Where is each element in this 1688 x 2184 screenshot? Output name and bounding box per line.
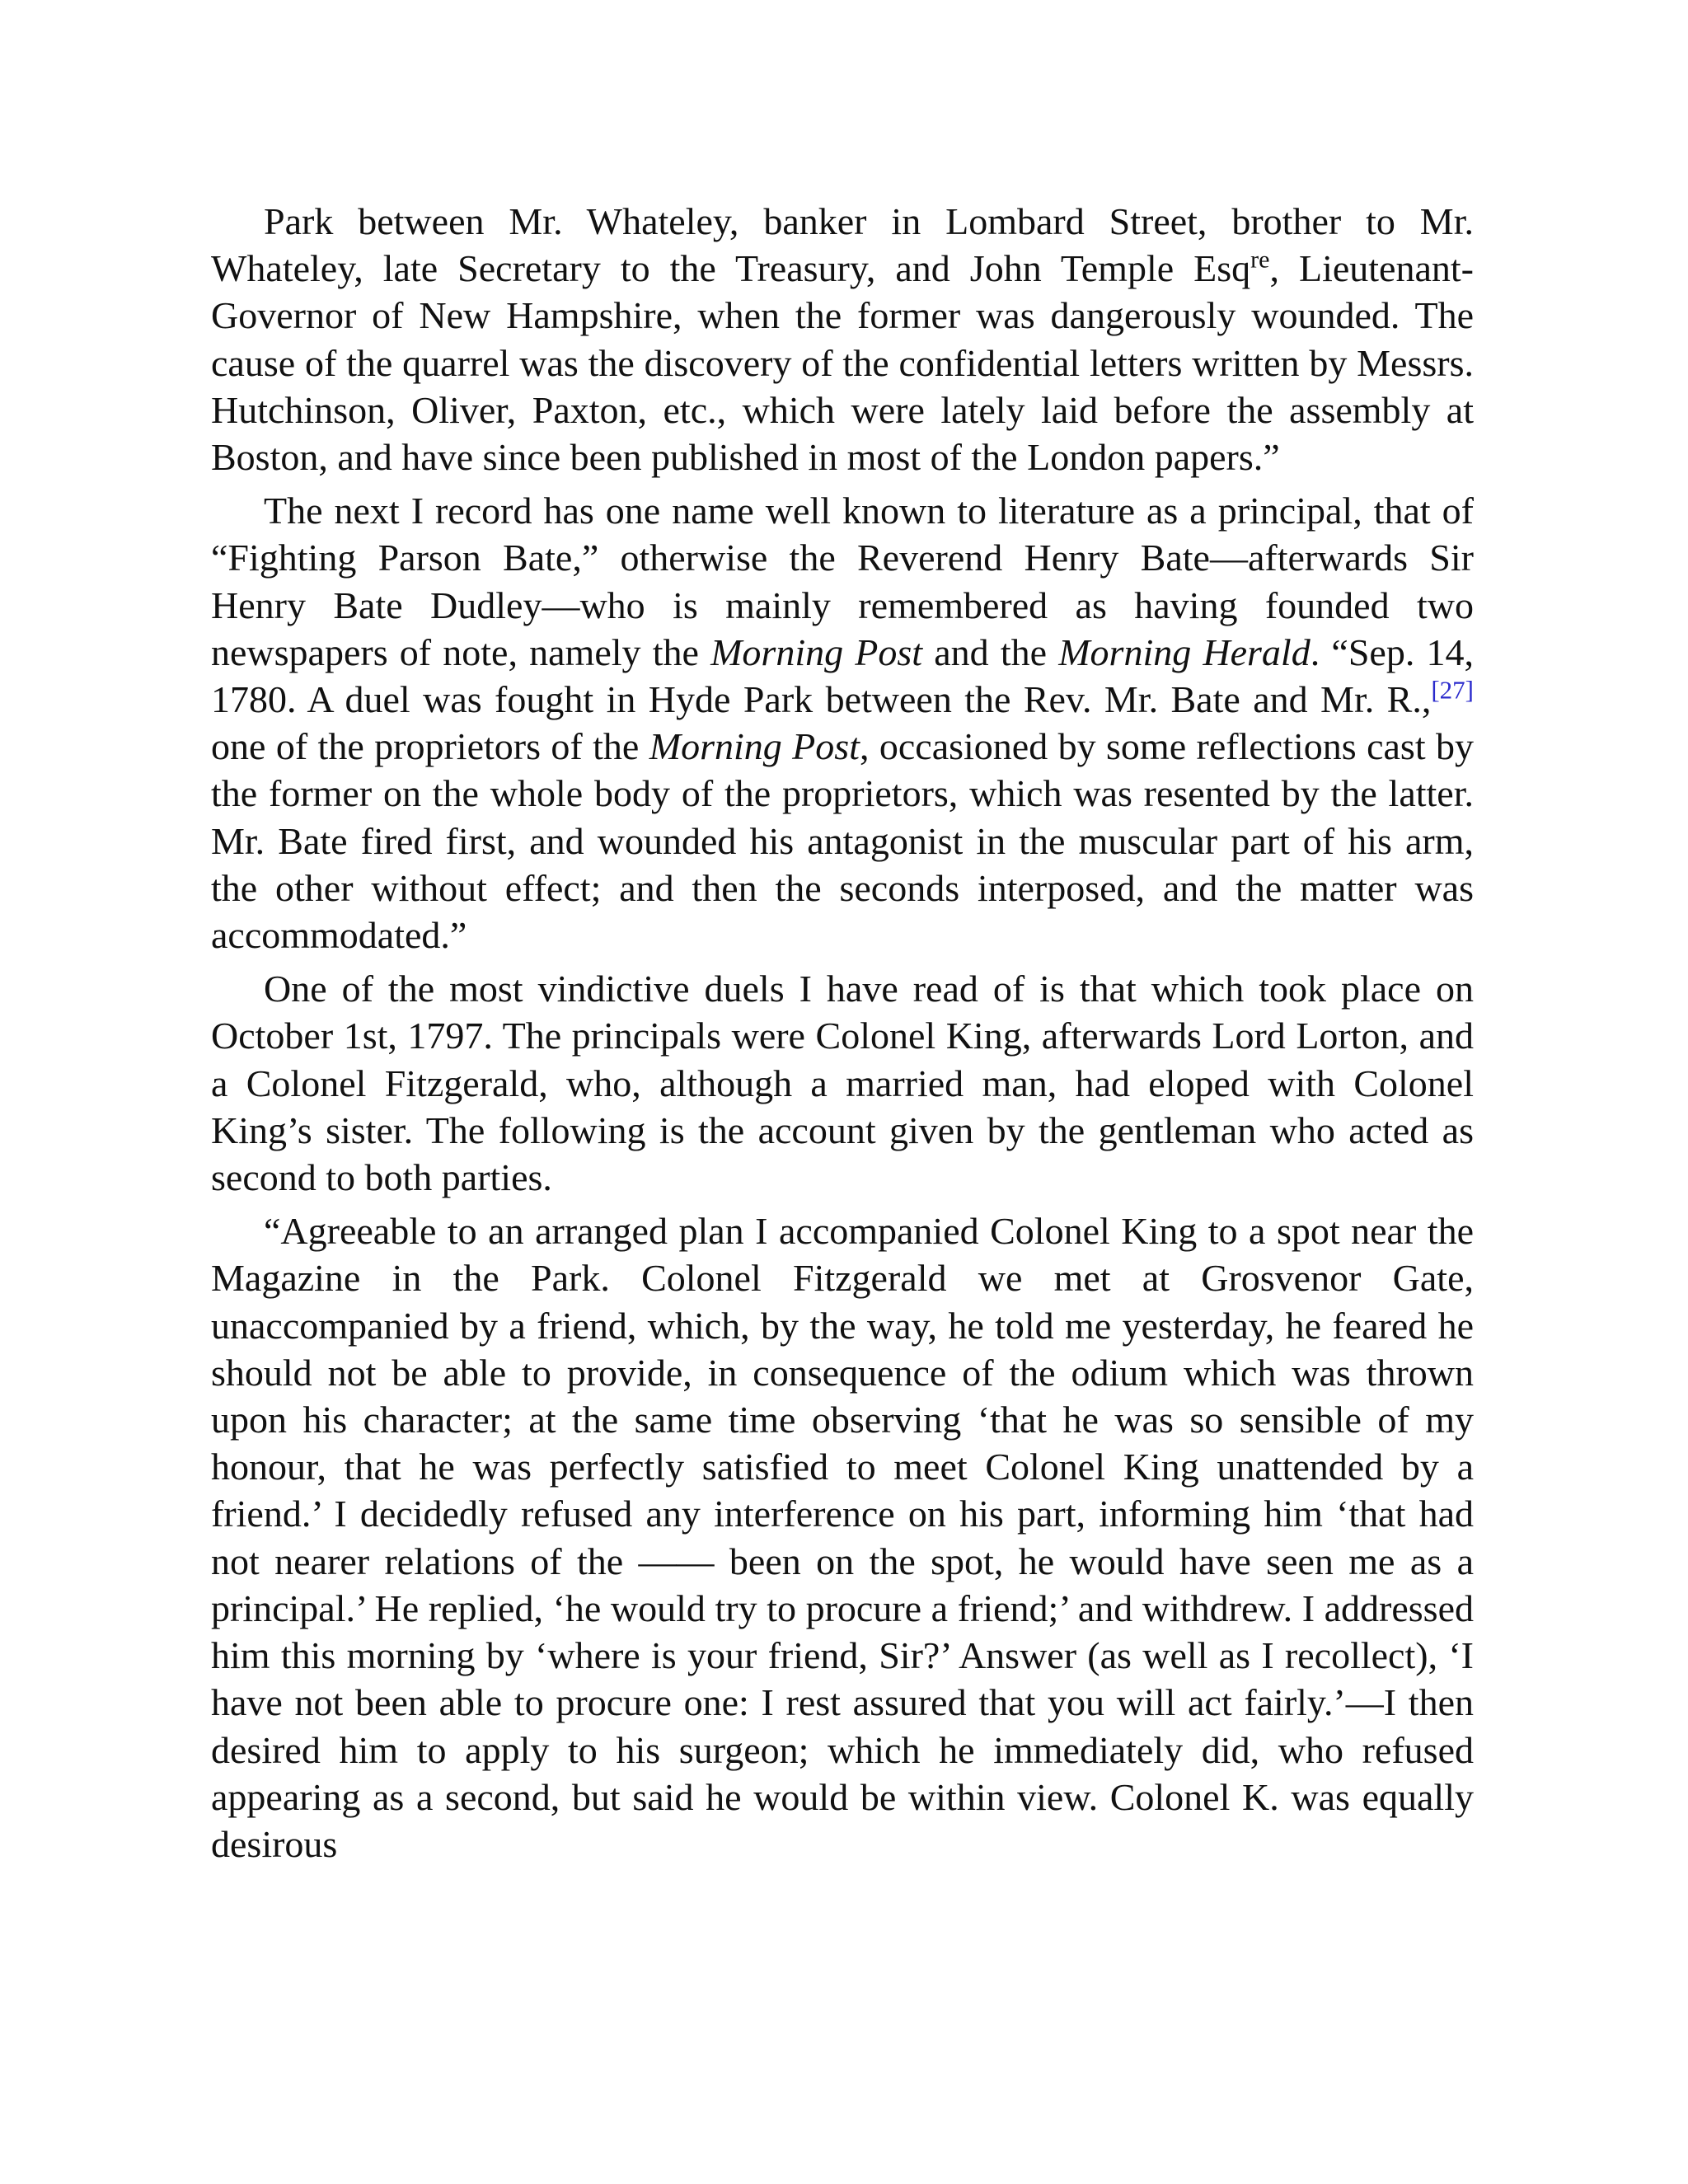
paragraph-text: , occasioned by some reflections cast by the former on the whole body of the proprietors, which was resented by the latter. Mr. Bate fired first, and wounded his antagonist in the muscular part of his arm, the other without effect; and then the seconds interposed, and the matter was accommodated.” <box>211 725 1475 957</box>
page-body <box>211 198 1474 1874</box>
paragraph-text: , Lieutenant-Governor of New Hampshire, when the former was dangerously wounded. The cause of the quarrel was the discovery of the confidential letters written by Messrs. Hutchinson, Oliver, Paxton, etc., which were lately laid before the assembly at Boston, and have since been published in most of the London papers.” <box>211 247 1474 479</box>
paragraph-text: one of the proprietors of the <box>211 725 649 768</box>
superscript-abbreviation: re <box>1250 246 1270 274</box>
paragraph <box>211 1207 1474 1868</box>
paragraph-text: Park between Mr. Whateley, banker in Lombard Street, brother to Mr. Whateley, late Secretary to the Treasury, and John Temple Esq <box>211 200 1474 290</box>
paragraph <box>211 965 1474 1201</box>
paragraph-text: One of the most vindictive duels I have read of is that which took place on October 1st, 1797. The principals were Colonel King, afterwards Lord Lorton, and a Colonel Fitzgerald, who, although a married man, had eloped with Colonel King’s sister. The following is the account given by the gentleman who acted as second to both parties. <box>211 968 1474 1199</box>
paragraph-text: . “Sep. 14, 1780. A duel was fought in Hyde Park between the Rev. Mr. Bate and Mr. R., <box>211 630 1474 721</box>
paragraph <box>211 487 1474 958</box>
italic-title: Morning Post <box>710 630 923 673</box>
paragraph-text: “Agreeable to an arranged plan I accompanied Colonel King to a spot near the Magazine in the Park. Colonel Fitzgerald we met at Grosvenor Gate, unaccompanied by a friend, which, by the way, he told me yesterday, he feared he should not be able to provide, in consequence of the odium which was thrown upon his character; at the same time observing ‘that he was so sensible of my honour, that he was perfectly satisfied to meet Colonel King unattended by a friend.’ I decidedly refused any interference on his part, informing him ‘that had not nearer relations of the —— been on the spot, he would have seen me as a principal.’ He replied, ‘he would try to procure a friend;’ and withdrew. I addressed him this morning by ‘where is your friend, Sir?’ Answer (as well as I recollect), ‘I have not been able to procure one: I rest assured that you will act fairly.’—I then desired him to apply to his surgeon; which he immediately did, who refused appearing as a second, but said he would be within view. Colonel K. was equally desirous <box>211 1210 1474 1865</box>
italic-title: Morning Post <box>649 725 860 768</box>
paragraph-text: and the <box>922 630 1059 673</box>
footnote-link[interactable]: [27] <box>1431 675 1474 705</box>
paragraph <box>211 198 1474 480</box>
italic-title: Morning Herald <box>1058 630 1311 673</box>
paragraph-text: The next I record has one name well known to literature as a principal, that of “Fighting Parson Bate,” otherwise the Reverend Henry Bate—afterwards Sir Henry Bate Dudley—who is mainly remembered as having founded two newspapers of note, namely the <box>211 490 1474 673</box>
